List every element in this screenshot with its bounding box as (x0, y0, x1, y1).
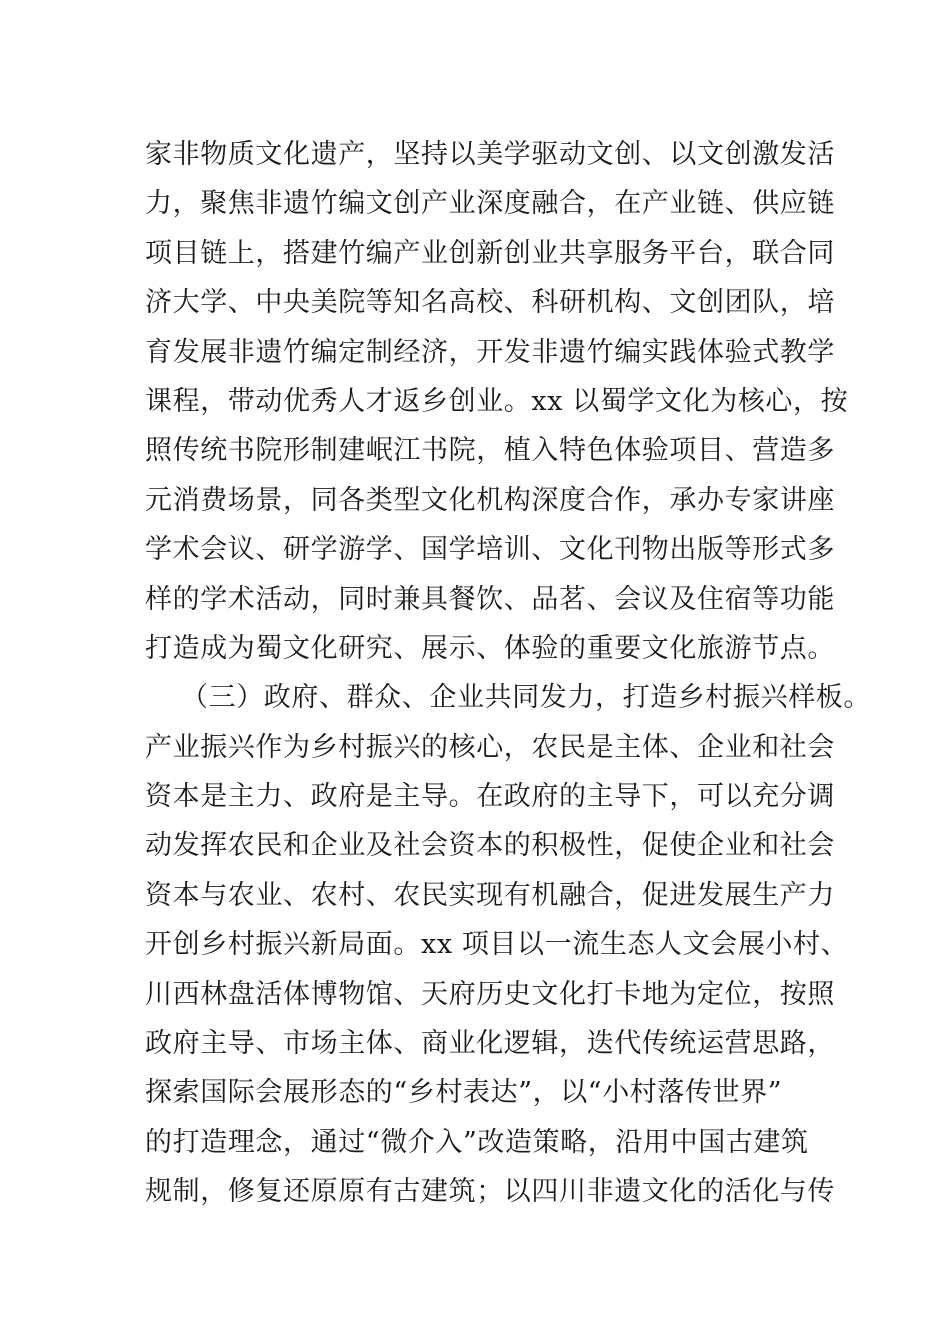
text-line: 的打造理念，通过“微介入”改造策略，沿用中国古建筑 (145, 1126, 809, 1158)
text-line: 川西林盘活体博物馆、天府历史文化打卡地为定位，按照 (145, 978, 835, 1010)
text-line: 探索国际会展形态的“乡村表达”，以“小村落传世界” (145, 1077, 783, 1109)
section-heading: （三）政府、群众、企业共同发力，打造乡村振兴样板。 (181, 682, 871, 714)
text-line: 课程，带动优秀人才返乡创业。xx 以蜀学文化为核心，按 (145, 385, 849, 417)
text-line: 资本与农业、农村、农民实现有机融合，促进发展生产力 (145, 879, 835, 911)
text-line: 济大学、中央美院等知名高校、科研机构、文创团队，培 (145, 287, 835, 319)
text-line: 动发挥农民和企业及社会资本的积极性，促使企业和社会 (145, 830, 835, 862)
text-line: 打造成为蜀文化研究、展示、体验的重要文化旅游节点。 (145, 632, 835, 664)
text-line: 产业振兴作为乡村振兴的核心，农民是主体、企业和社会 (145, 731, 835, 763)
text-line: 项目链上，搭建竹编产业创新创业共享服务平台，联合同 (145, 237, 835, 269)
text-line: 家非物质文化遗产，坚持以美学驱动文创、以文创激发活 (145, 139, 835, 170)
text-line: 学术会议、研学游学、国学培训、文化刊物出版等形式多 (145, 534, 835, 566)
text-line: 育发展非遗竹编定制经济，开发非遗竹编实践体验式教学 (145, 336, 835, 368)
text-line: 规制，修复还原原有古建筑；以四川非遗文化的活化与传 (145, 1176, 835, 1208)
text-line: 照传统书院形制建岷江书院，植入特色体验项目、营造多 (145, 435, 835, 467)
text-line: 元消费场景，同各类型文化机构深度合作，承办专家讲座 (145, 484, 835, 516)
text-line: 资本是主力、政府是主导。在政府的主导下，可以充分调 (145, 781, 835, 813)
text-line: 力，聚焦非遗竹编文创产业深度融合，在产业链、供应链 (145, 188, 835, 220)
text-line: 政府主导、市场主体、商业化逻辑，迭代传统运营思路， (145, 1028, 835, 1060)
text-line: 开创乡村振兴新局面。xx 项目以一流生态人文会展小村、 (145, 929, 849, 961)
body-text (145, 130, 871, 1217)
text-line: 样的学术活动，同时兼具餐饮、品茗、会议及住宿等功能 (145, 583, 835, 615)
